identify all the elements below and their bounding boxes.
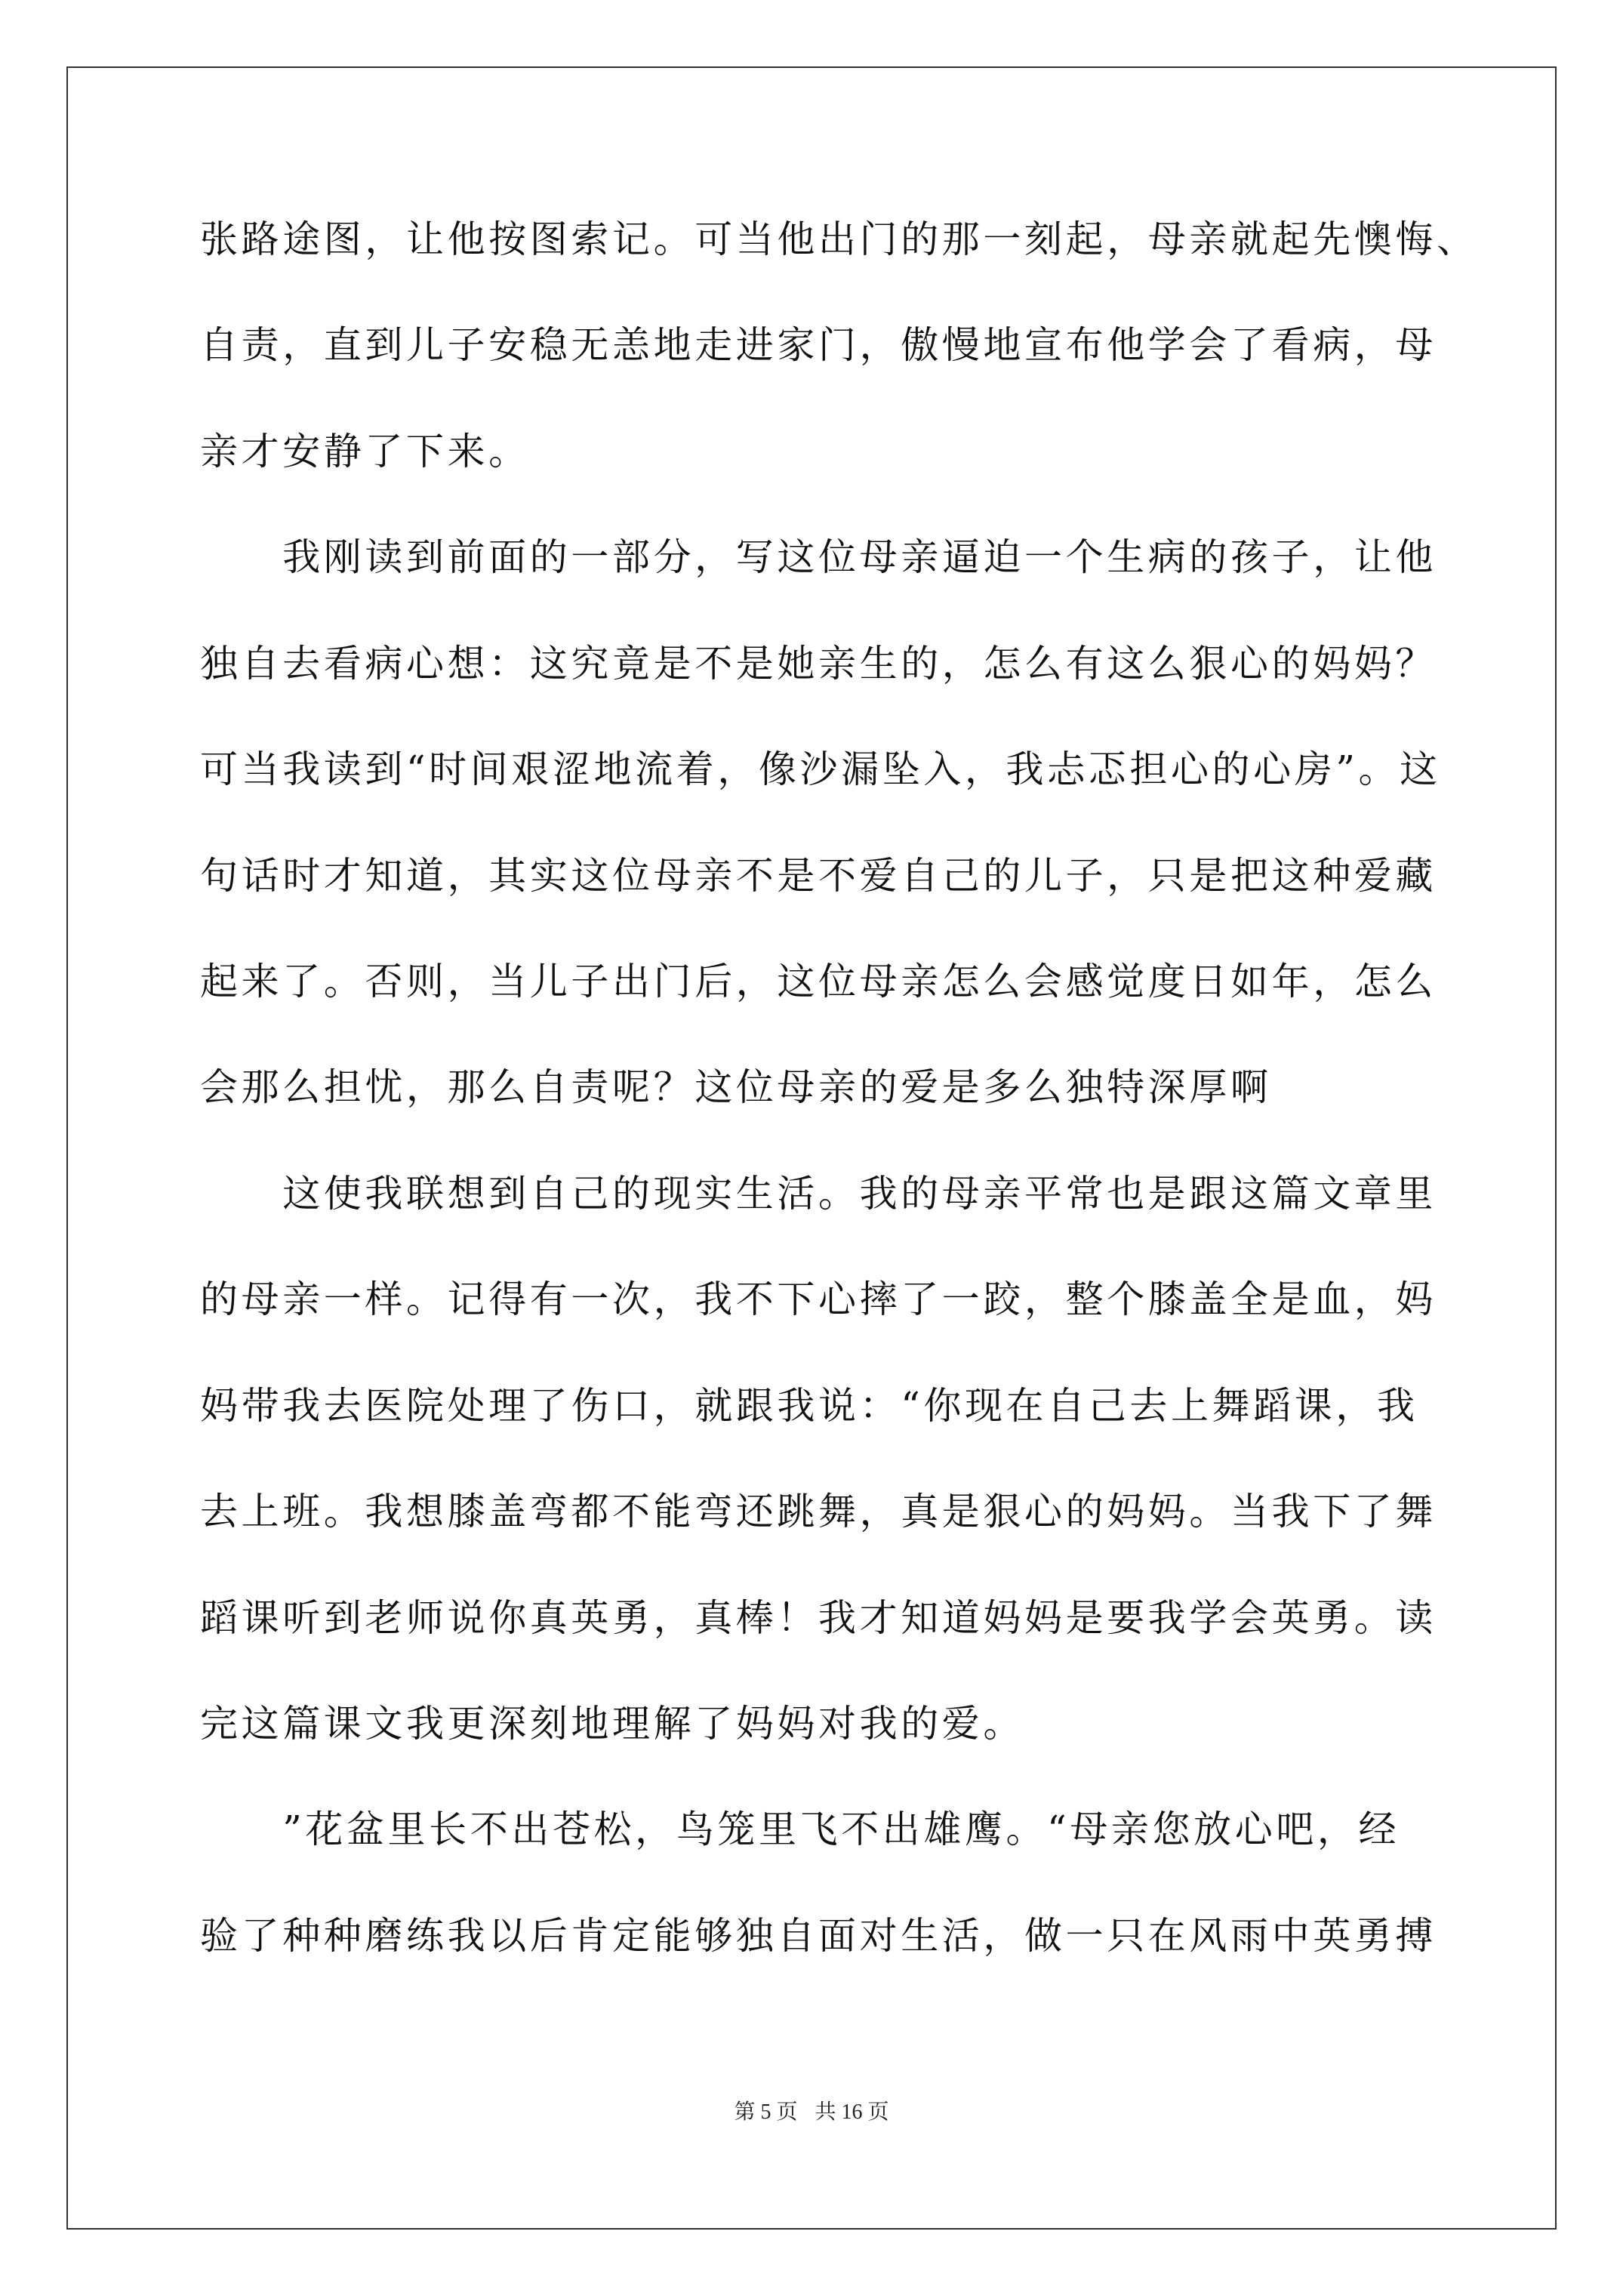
text-line: 张路途图，让他按图索记。可当他出门的那一刻起，母亲就起先懊悔、 xyxy=(200,217,1478,261)
text-line: 起来了。否则，当儿子出门后，这位母亲怎么会感觉度日如年，怎么 xyxy=(200,960,1437,1003)
text-line: 验了种种磨练我以后肯定能够独自面对生活，做一只在风雨中英勇搏 xyxy=(200,1914,1437,1958)
text-line: 我刚读到前面的一部分，写这位母亲逼迫一个生病的孩子，让他 xyxy=(200,535,1437,579)
text-line: 可当我读到“时间艰涩地流着，像沙漏坠入，我忐忑担心的心房”。这 xyxy=(200,747,1441,791)
text-line: 蹈课听到老师说你真英勇，真棒！我才知道妈妈是要我学会英勇。读 xyxy=(200,1596,1437,1640)
text-line: 去上班。我想膝盖弯都不能弯还跳舞，真是狠心的妈妈。当我下了舞 xyxy=(200,1490,1437,1533)
page-number: 第 5 页 xyxy=(734,2100,798,2124)
text-line: 自责，直到儿子安稳无恙地走进家门，傲慢地宣布他学会了看病，母 xyxy=(200,323,1437,367)
page-footer xyxy=(0,2097,1623,2128)
text-line: 这使我联想到自己的现实生活。我的母亲平常也是跟这篇文章里 xyxy=(200,1172,1437,1216)
page-total: 共 16 页 xyxy=(815,2100,889,2124)
text-line: 独自去看病心想：这究竟是不是她亲生的，怎么有这么狠心的妈妈？ xyxy=(200,642,1437,686)
page-border xyxy=(66,66,1557,2230)
text-line: 的母亲一样。记得有一次，我不下心摔了一跤，整个膝盖全是血，妈 xyxy=(200,1277,1437,1321)
text-line: 妈带我去医院处理了伤口，就跟我说：“你现在自己去上舞蹈课，我 xyxy=(200,1384,1418,1428)
text-line: 句话时才知道，其实这位母亲不是不爱自己的儿子，只是把这种爱藏 xyxy=(200,854,1437,898)
text-line: 会那么担忧，那么自责呢？这位母亲的爱是多么独特深厚啊 xyxy=(200,1065,1272,1109)
text-line: ”花盆里长不出苍松，鸟笼里飞不出雄鹰。“母亲您放心吧，经 xyxy=(200,1808,1400,1851)
text-line: 亲才安静了下来。 xyxy=(200,430,530,473)
text-line: 完这篇课文我更深刻地理解了妈妈对我的爱。 xyxy=(200,1702,1024,1746)
